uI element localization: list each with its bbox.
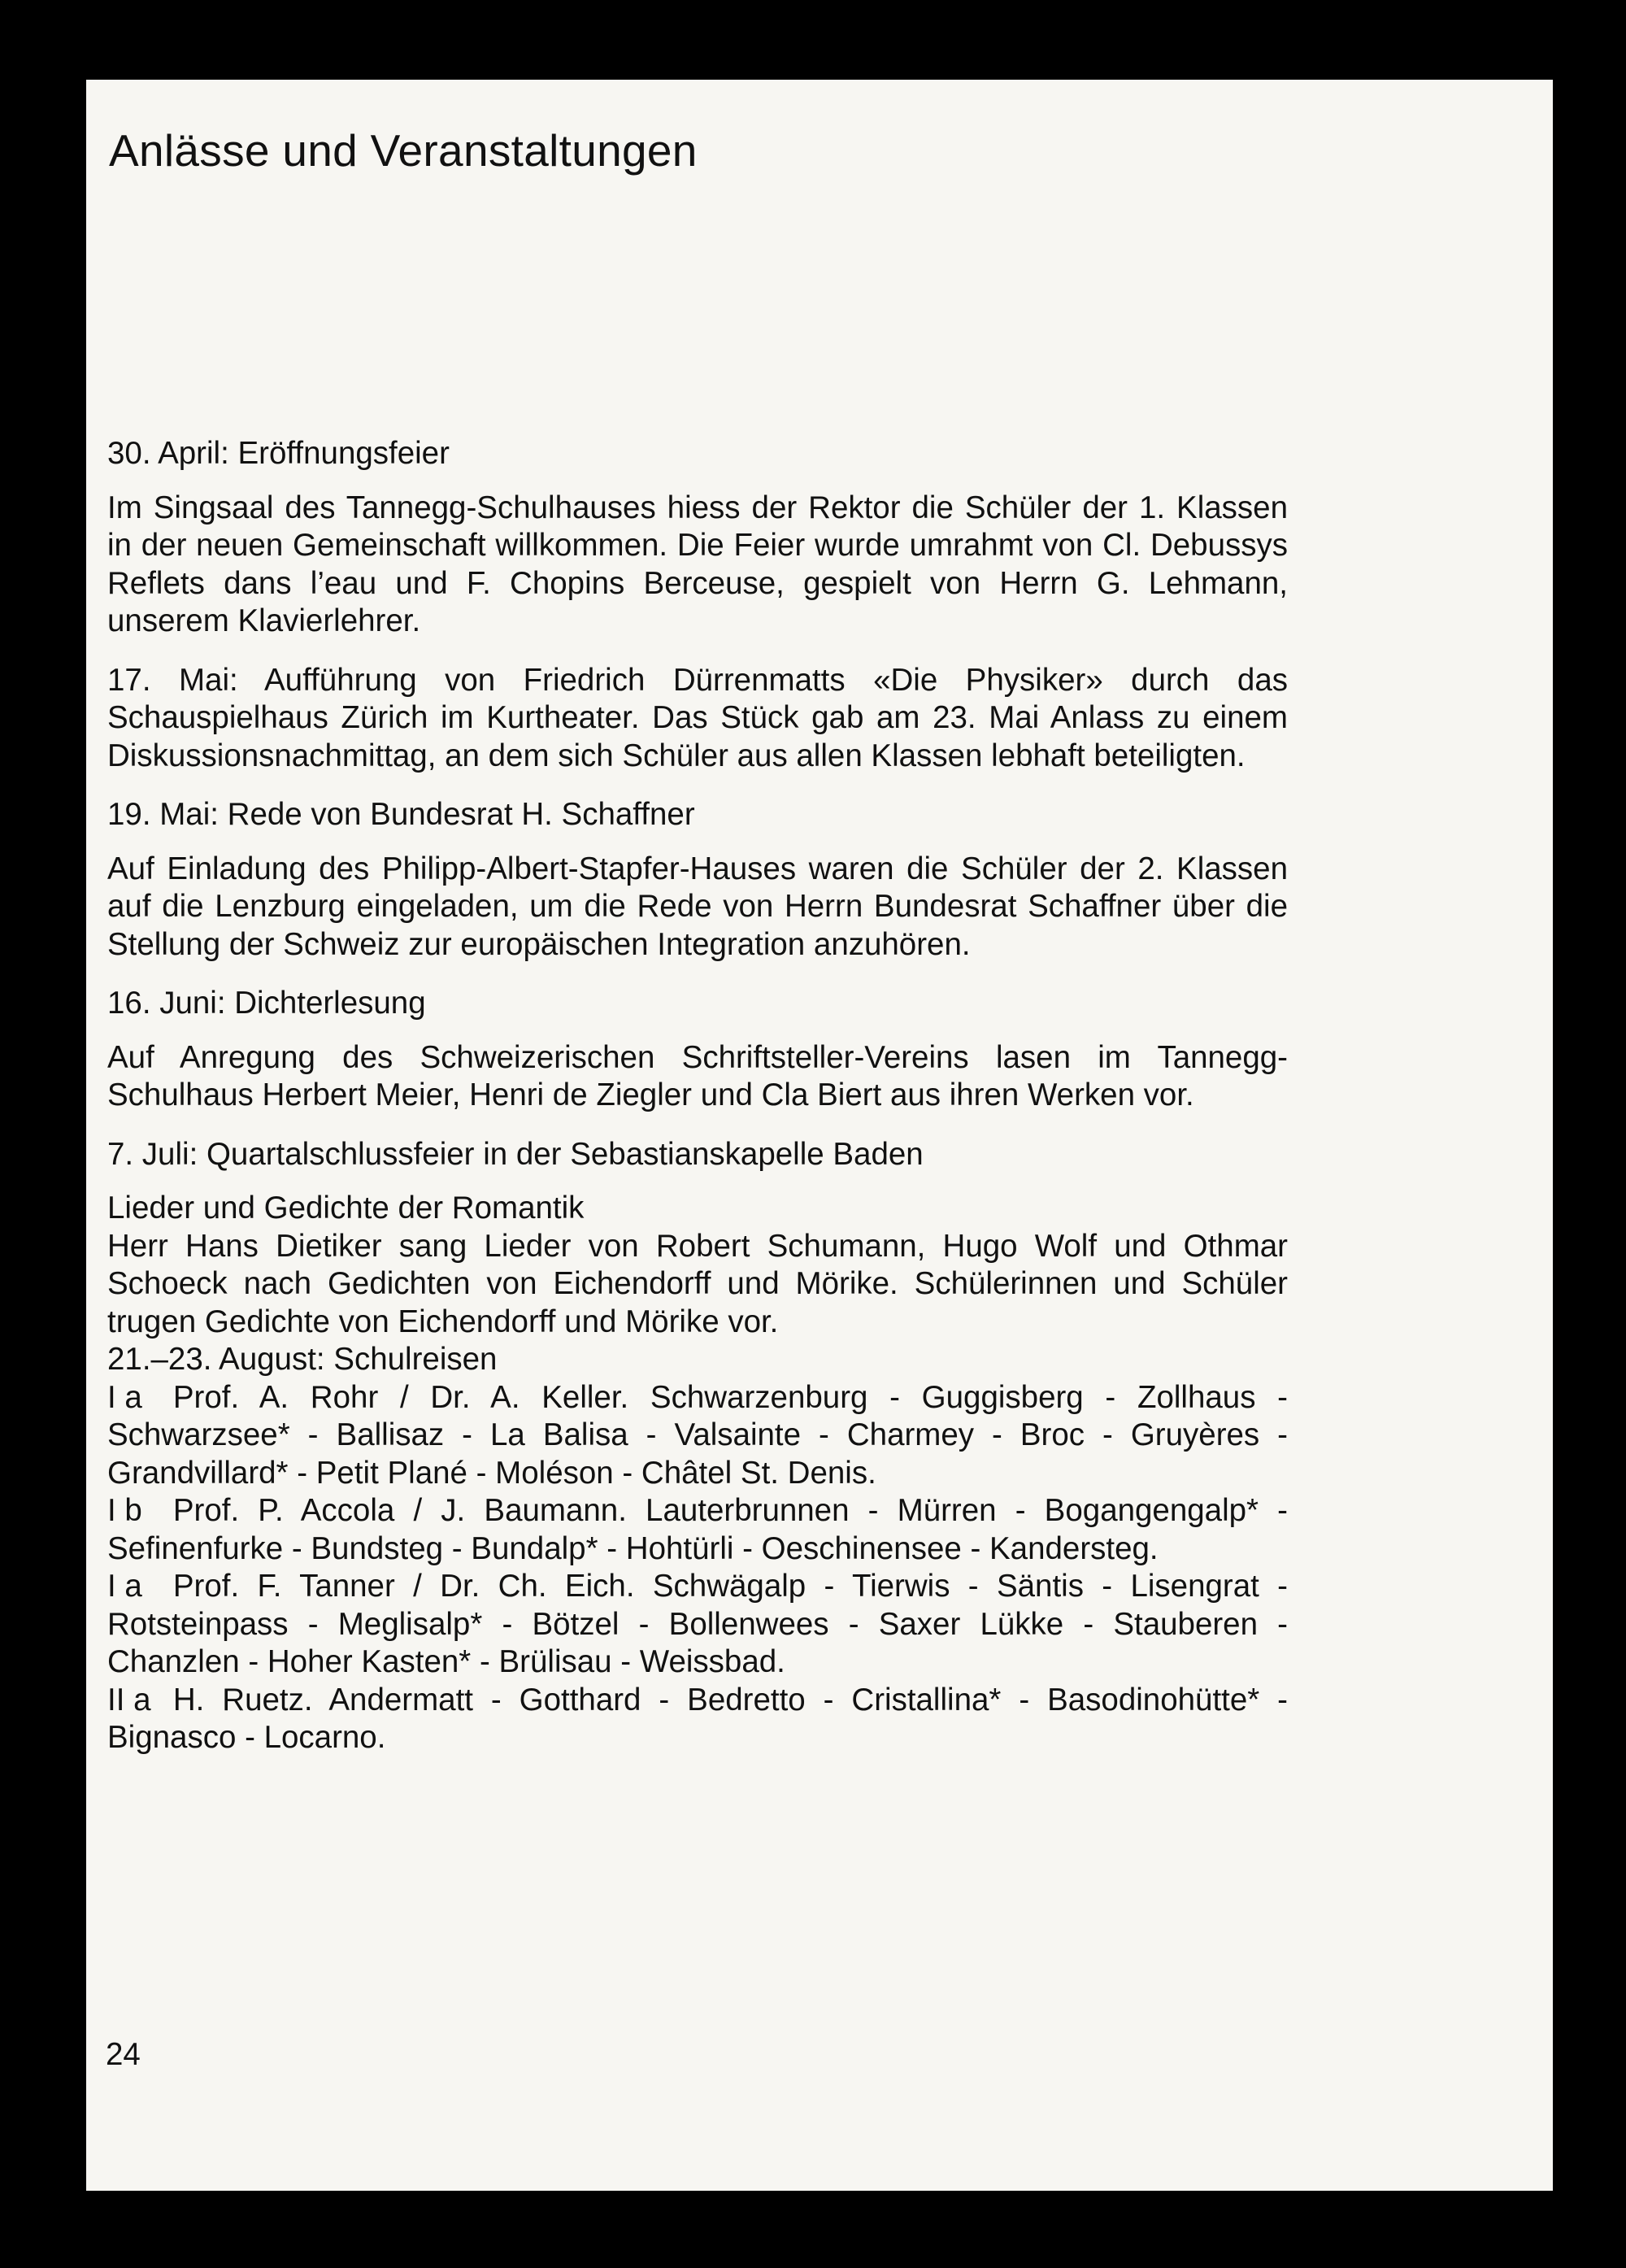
trip-route: Prof. A. Rohr / Dr. A. Keller. Schwarzenburg - Guggisberg - Zollhaus - Schwarzsee* - Ballisaz - La Balisa - Valsainte - Charmey - Broc - Gruyères - Grandvillard* - Petit Plané - Moléson - Châtel St. Denis.	[107, 1379, 1288, 1491]
event-subtitle: Lieder und Gedichte der Romantik	[107, 1191, 585, 1225]
event-description: Im Singsaal des Tannegg-Schulhauses hiess der Rektor die Schüler der 1. Klassen in der neuen Gemeinschaft willkommen. Die Feier wurde umrahmt von Cl. Debussys Reflets dans l’eau und F. Chopins Berceuse, gespielt von Herrn G. Lehmann, unserem Klavierlehrer.	[107, 490, 1288, 638]
trip-entry	[107, 1492, 1288, 1568]
trip-entry	[107, 1568, 1288, 1682]
event-rede-schaffner	[107, 796, 1288, 964]
schulreisen-heading: 21.–23. August: Schulreisen	[107, 1342, 498, 1377]
trip-route: H. Ruetz. Andermatt - Gotthard - Bedretto - Cristallina* - Basodinohütte* - Bignasco - Locarno.	[107, 1682, 1288, 1755]
trip-class-label: I a	[107, 1379, 142, 1415]
event-heading: 30. April: Eröffnungsfeier	[107, 436, 450, 471]
events-list	[107, 435, 1288, 1778]
trip-route: Prof. P. Accola / J. Baumann. Lauterbrunnen - Mürren - Bogangengalp* - Sefinenfurke - Bundsteg - Bundalp* - Hohtürli - Oeschinensee - Kandersteg.	[107, 1493, 1288, 1566]
trip-route: Prof. F. Tanner / Dr. Ch. Eich. Schwägalp - Tierwis - Säntis - Lisengrat - Rotsteinpass - Meglisalp* - Bötzel - Bollenwees - Saxer Lükke - Stauberen - Chanzlen - Hoher Kasten* - Brülisau - Weissbad.	[107, 1569, 1288, 1679]
event-eroeffnungsfeier	[107, 435, 1288, 641]
event-physiker	[107, 662, 1288, 776]
trip-entry	[107, 1379, 1288, 1493]
page-number: 24	[106, 2037, 141, 2072]
trip-entry	[107, 1682, 1288, 1757]
event-description: Auf Einladung des Philipp-Albert-Stapfer-Hauses waren die Schüler der 2. Klassen auf die Lenzburg eingeladen, um die Rede von Herrn Bundesrat Schaffner über die Stellung der Schweiz zur europäischen Integration anzuhören.	[107, 851, 1288, 962]
event-heading: 19. Mai: Rede von Bundesrat H. Schaffner	[107, 797, 695, 832]
event-description: Herr Hans Dietiker sang Lieder von Robert Schumann, Hugo Wolf und Othmar Schoeck nach Gedichten von Eichendorff und Mörike. Schülerinnen und Schüler trugen Gedichte von Eichendorff und Mörike vor.	[107, 1228, 1288, 1339]
event-quartalschlussfeier	[107, 1136, 1288, 1757]
event-description: Auf Anregung des Schweizerischen Schriftsteller-Vereins lasen im Tannegg-Schulhaus Herbert Meier, Henri de Ziegler und Cla Biert aus ihren Werken vor.	[107, 1039, 1288, 1112]
event-heading: 16. Juni: Dichterlesung	[107, 986, 426, 1021]
event-heading: 7. Juli: Quartalschlussfeier in der Sebastianskapelle Baden	[107, 1136, 924, 1172]
trip-class-label: I a	[107, 1569, 142, 1604]
event-dichterlesung	[107, 985, 1288, 1115]
trip-class-label: II a	[107, 1682, 151, 1717]
page-title: Anlässe und Veranstaltungen	[109, 125, 698, 176]
event-description: 17. Mai: Aufführung von Friedrich Dürrenmatts «Die Physiker» durch das Schauspielhaus Zürich im Kurtheater. Das Stück gab am 23. Mai Anlass zu einem Diskussionsnachmittag, an dem sich Schüler aus allen Klassen lebhaft beteiligten.	[107, 662, 1288, 773]
trip-class-label: I b	[107, 1493, 142, 1528]
